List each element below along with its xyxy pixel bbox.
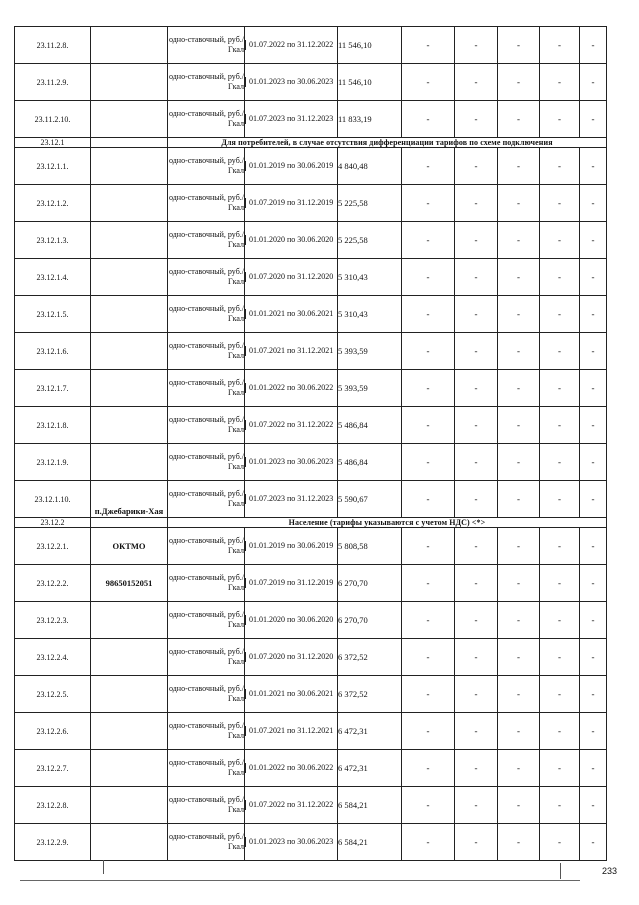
dash-cell: - — [455, 713, 498, 750]
section-row — [15, 518, 607, 528]
tariff-unit: одно-ставочный, руб./Гкал — [168, 407, 245, 444]
dash-cell: - — [580, 528, 607, 565]
dash-cell: - — [498, 602, 540, 639]
territory-cell — [91, 222, 168, 259]
dash-cell: - — [498, 407, 540, 444]
tariff-value: 5 486,84 — [338, 444, 402, 481]
territory-cell — [91, 296, 168, 333]
row-code: 23.12.1.8. — [15, 407, 91, 444]
tariff-unit: одно-ставочный, руб./Гкал — [168, 750, 245, 787]
dash-cell: - — [455, 259, 498, 296]
period-range: 01.07.2020 по 31.12.2020 — [245, 652, 337, 662]
dash-cell: - — [498, 64, 540, 101]
dash-cell: - — [540, 296, 580, 333]
territory-cell — [91, 602, 168, 639]
period-cell — [245, 639, 338, 676]
tariff-value: 6 472,31 — [338, 713, 402, 750]
dash-cell: - — [580, 148, 607, 185]
dash-cell: - — [402, 296, 455, 333]
tariff-value: 5 590,67 — [338, 481, 402, 518]
period-range: 01.01.2021 по 30.06.2021 — [245, 309, 337, 319]
territory-cell — [91, 787, 168, 824]
dash-cell: - — [455, 639, 498, 676]
dash-cell: - — [402, 750, 455, 787]
dash-cell: - — [455, 602, 498, 639]
table-row — [15, 824, 607, 861]
dash-cell: - — [540, 64, 580, 101]
row-code: 23.12.1.4. — [15, 259, 91, 296]
period-cell — [245, 407, 338, 444]
scan-line — [20, 880, 580, 881]
dash-cell: - — [540, 639, 580, 676]
dash-cell: - — [498, 222, 540, 259]
period-cell — [245, 370, 338, 407]
dash-cell: - — [402, 101, 455, 138]
tariff-table — [14, 26, 607, 861]
dash-cell: - — [580, 676, 607, 713]
dash-cell: - — [540, 787, 580, 824]
table-row — [15, 259, 607, 296]
tariff-unit: одно-ставочный, руб./Гкал — [168, 333, 245, 370]
tariff-unit: одно-ставочный, руб./Гкал — [168, 481, 245, 518]
dash-cell: - — [455, 824, 498, 861]
period-range: 01.01.2020 по 30.06.2020 — [245, 235, 337, 245]
tariff-unit: одно-ставочный, руб./Гкал — [168, 787, 245, 824]
dash-cell: - — [455, 296, 498, 333]
row-code: 23.12.1.9. — [15, 444, 91, 481]
territory-cell — [91, 824, 168, 861]
period-range: 01.07.2022 по 31.12.2022 — [245, 800, 337, 810]
tariff-unit: одно-ставочный, руб./Гкал — [168, 528, 245, 565]
row-code: 23.12.1.3. — [15, 222, 91, 259]
dash-cell: - — [580, 259, 607, 296]
tariff-value: 5 225,58 — [338, 185, 402, 222]
dash-cell: - — [455, 27, 498, 64]
dash-cell: - — [580, 713, 607, 750]
dash-cell: - — [540, 750, 580, 787]
period-range: 01.01.2021 по 30.06.2021 — [245, 689, 337, 699]
dash-cell: - — [540, 148, 580, 185]
dash-cell: - — [402, 565, 455, 602]
dash-cell: - — [498, 185, 540, 222]
territory-cell — [91, 27, 168, 64]
period-range: 01.07.2021 по 31.12.2021 — [245, 346, 337, 356]
dash-cell: - — [402, 333, 455, 370]
territory-cell — [91, 259, 168, 296]
dash-cell: - — [402, 676, 455, 713]
period-cell — [245, 713, 338, 750]
scan-mark — [103, 860, 104, 874]
tariff-value: 5 310,43 — [338, 259, 402, 296]
tariff-unit: одно-ставочный, руб./Гкал — [168, 185, 245, 222]
section-title: Население (тарифы указываются с учетом НДС) <*> — [168, 518, 607, 528]
dash-cell: - — [540, 101, 580, 138]
table-row — [15, 528, 607, 565]
dash-cell: - — [540, 824, 580, 861]
dash-cell: - — [580, 481, 607, 518]
tariff-unit: одно-ставочный, руб./Гкал — [168, 64, 245, 101]
table-row — [15, 565, 607, 602]
dash-cell: - — [455, 787, 498, 824]
dash-cell: - — [455, 185, 498, 222]
period-cell — [245, 333, 338, 370]
dash-cell: - — [580, 565, 607, 602]
dash-cell: - — [402, 602, 455, 639]
dash-cell: - — [498, 148, 540, 185]
dash-cell: - — [402, 148, 455, 185]
tariff-unit: одно-ставочный, руб./Гкал — [168, 444, 245, 481]
dash-cell: - — [455, 528, 498, 565]
table-row — [15, 333, 607, 370]
tariff-unit: одно-ставочный, руб./Гкал — [168, 259, 245, 296]
dash-cell: - — [402, 444, 455, 481]
row-code: 23.12.2.7. — [15, 750, 91, 787]
tariff-unit: одно-ставочный, руб./Гкал — [168, 602, 245, 639]
period-range: 01.07.2019 по 31.12.2019 — [245, 578, 337, 588]
territory-cell — [91, 370, 168, 407]
period-range: 01.07.2019 по 31.12.2019 — [245, 198, 337, 208]
dash-cell: - — [580, 185, 607, 222]
dash-cell: - — [540, 565, 580, 602]
dash-cell: - — [540, 407, 580, 444]
dash-cell: - — [540, 713, 580, 750]
dash-cell: - — [540, 528, 580, 565]
dash-cell: - — [498, 444, 540, 481]
tariff-unit: одно-ставочный, руб./Гкал — [168, 27, 245, 64]
period-cell — [245, 259, 338, 296]
tariff-unit: одно-ставочный, руб./Гкал — [168, 565, 245, 602]
period-range: 01.07.2022 по 31.12.2022 — [245, 40, 337, 50]
table-row — [15, 713, 607, 750]
row-code: 23.12.2.5. — [15, 676, 91, 713]
territory-cell — [91, 639, 168, 676]
tariff-value: 6 584,21 — [338, 787, 402, 824]
tariff-unit: одно-ставочный, руб./Гкал — [168, 101, 245, 138]
section-row — [15, 138, 607, 148]
dash-cell: - — [498, 27, 540, 64]
territory-cell — [91, 148, 168, 185]
dash-cell: - — [455, 370, 498, 407]
period-cell — [245, 824, 338, 861]
dash-cell: - — [540, 222, 580, 259]
territory-cell — [91, 407, 168, 444]
period-range: 01.01.2023 по 30.06.2023 — [245, 837, 337, 847]
tariff-unit: одно-ставочный, руб./Гкал — [168, 639, 245, 676]
row-code: 23.12.1.1. — [15, 148, 91, 185]
dash-cell: - — [498, 333, 540, 370]
tariff-unit: одно-ставочный, руб./Гкал — [168, 222, 245, 259]
table-row — [15, 444, 607, 481]
tariff-unit: одно-ставочный, руб./Гкал — [168, 713, 245, 750]
dash-cell: - — [455, 148, 498, 185]
dash-cell: - — [455, 676, 498, 713]
table-row — [15, 787, 607, 824]
period-range: 01.07.2021 по 31.12.2021 — [245, 726, 337, 736]
dash-cell: - — [455, 222, 498, 259]
row-code: 23.12.1.2. — [15, 185, 91, 222]
dash-cell: - — [402, 639, 455, 676]
dash-cell: - — [498, 713, 540, 750]
dash-cell: - — [402, 222, 455, 259]
table-row — [15, 222, 607, 259]
dash-cell: - — [498, 787, 540, 824]
oktmo-code: 98650152051 — [105, 578, 153, 588]
tariff-value: 6 270,70 — [338, 602, 402, 639]
dash-cell: - — [580, 407, 607, 444]
dash-cell: - — [402, 259, 455, 296]
dash-cell: - — [455, 481, 498, 518]
table-row — [15, 639, 607, 676]
tariff-value: 6 372,52 — [338, 639, 402, 676]
period-cell — [245, 185, 338, 222]
dash-cell: - — [540, 185, 580, 222]
oktmo-label: ОКТМО — [112, 541, 146, 551]
period-cell — [245, 528, 338, 565]
dash-cell: - — [498, 676, 540, 713]
section-title: Для потребителей, в случае отсутствия дифференциации тарифов по схеме подключения — [168, 138, 607, 148]
dash-cell: - — [402, 824, 455, 861]
tariff-table-page — [14, 26, 607, 861]
tariff-value: 5 310,43 — [338, 296, 402, 333]
tariff-value: 5 225,58 — [338, 222, 402, 259]
dash-cell: - — [455, 407, 498, 444]
tariff-value: 5 393,59 — [338, 333, 402, 370]
territory-cell — [91, 444, 168, 481]
dash-cell: - — [540, 676, 580, 713]
period-range: 01.07.2022 по 31.12.2022 — [245, 420, 337, 430]
row-code: 23.12.2.3. — [15, 602, 91, 639]
dash-cell: - — [580, 64, 607, 101]
tariff-unit: одно-ставочный, руб./Гкал — [168, 296, 245, 333]
period-cell — [245, 481, 338, 518]
territory-cell — [91, 64, 168, 101]
dash-cell: - — [540, 444, 580, 481]
dash-cell: - — [498, 565, 540, 602]
table-row — [15, 185, 607, 222]
row-code: 23.12.2.6. — [15, 713, 91, 750]
dash-cell: - — [580, 602, 607, 639]
period-cell — [245, 444, 338, 481]
dash-cell: - — [402, 64, 455, 101]
row-code: 23.11.2.8. — [15, 27, 91, 64]
dash-cell: - — [540, 259, 580, 296]
dash-cell: - — [402, 481, 455, 518]
tariff-value: 4 840,48 — [338, 148, 402, 185]
tariff-value: 6 472,31 — [338, 750, 402, 787]
tariff-value: 6 270,70 — [338, 565, 402, 602]
tariff-value: 6 372,52 — [338, 676, 402, 713]
dash-cell: - — [580, 27, 607, 64]
dash-cell: - — [498, 296, 540, 333]
territory-cell — [91, 518, 168, 528]
dash-cell: - — [498, 370, 540, 407]
tariff-unit: одно-ставочный, руб./Гкал — [168, 370, 245, 407]
dash-cell: - — [455, 444, 498, 481]
tariff-value: 5 486,84 — [338, 407, 402, 444]
tariff-unit: одно-ставочный, руб./Гкал — [168, 824, 245, 861]
dash-cell: - — [455, 565, 498, 602]
period-cell — [245, 565, 338, 602]
section-code: 23.12.2 — [15, 518, 91, 528]
dash-cell: - — [455, 333, 498, 370]
dash-cell: - — [402, 713, 455, 750]
period-range: 01.01.2019 по 30.06.2019 — [245, 541, 337, 551]
row-code: 23.12.1.7. — [15, 370, 91, 407]
period-range: 01.01.2023 по 30.06.2023 — [245, 457, 337, 467]
period-range: 01.07.2020 по 31.12.2020 — [245, 272, 337, 282]
territory-cell — [91, 565, 168, 602]
territory-cell — [91, 528, 168, 565]
period-cell — [245, 296, 338, 333]
territory-cell — [91, 333, 168, 370]
dash-cell: - — [455, 101, 498, 138]
scan-mark — [560, 863, 561, 879]
period-range: 01.01.2020 по 30.06.2020 — [245, 615, 337, 625]
dash-cell: - — [580, 222, 607, 259]
dash-cell: - — [540, 602, 580, 639]
table-row — [15, 101, 607, 138]
period-range: 01.01.2023 по 30.06.2023 — [245, 77, 337, 87]
row-code: 23.12.2.8. — [15, 787, 91, 824]
dash-cell: - — [498, 259, 540, 296]
row-code: 23.11.2.10. — [15, 101, 91, 138]
table-row — [15, 750, 607, 787]
tariff-value: 11 546,10 — [338, 64, 402, 101]
dash-cell: - — [580, 639, 607, 676]
period-cell — [245, 148, 338, 185]
table-row — [15, 296, 607, 333]
period-cell — [245, 64, 338, 101]
period-cell — [245, 787, 338, 824]
table-row — [15, 148, 607, 185]
period-cell — [245, 27, 338, 64]
territory-cell — [91, 713, 168, 750]
dash-cell: - — [580, 824, 607, 861]
tariff-value: 11 833,19 — [338, 101, 402, 138]
territory-cell — [91, 676, 168, 713]
dash-cell: - — [580, 444, 607, 481]
page-number: 233 — [602, 866, 618, 876]
period-range: 01.01.2022 по 30.06.2022 — [245, 383, 337, 393]
table-row — [15, 27, 607, 64]
period-cell — [245, 750, 338, 787]
dash-cell: - — [540, 333, 580, 370]
dash-cell: - — [540, 27, 580, 64]
dash-cell: - — [580, 787, 607, 824]
territory-cell — [91, 185, 168, 222]
dash-cell: - — [455, 64, 498, 101]
territory-cell — [91, 138, 168, 148]
period-range: 01.01.2022 по 30.06.2022 — [245, 763, 337, 773]
period-cell — [245, 602, 338, 639]
dash-cell: - — [402, 407, 455, 444]
period-range: 01.01.2019 по 30.06.2019 — [245, 161, 337, 171]
dash-cell: - — [455, 750, 498, 787]
dash-cell: - — [498, 639, 540, 676]
row-code: 23.12.2.9. — [15, 824, 91, 861]
dash-cell: - — [498, 824, 540, 861]
table-row — [15, 602, 607, 639]
table-row — [15, 676, 607, 713]
dash-cell: - — [580, 333, 607, 370]
tariff-value: 6 584,21 — [338, 824, 402, 861]
row-code: 23.12.1.6. — [15, 333, 91, 370]
territory-cell — [91, 101, 168, 138]
tariff-unit: одно-ставочный, руб./Гкал — [168, 148, 245, 185]
period-cell — [245, 222, 338, 259]
territory-cell — [91, 481, 168, 518]
row-code: 23.11.2.9. — [15, 64, 91, 101]
section-code: 23.12.1 — [15, 138, 91, 148]
territory-name: п.Джебарики-Хая — [94, 506, 164, 516]
dash-cell: - — [540, 370, 580, 407]
dash-cell: - — [540, 481, 580, 518]
territory-cell — [91, 750, 168, 787]
period-range: 01.07.2023 по 31.12.2023 — [245, 494, 337, 504]
dash-cell: - — [498, 750, 540, 787]
tariff-value: 5 808,58 — [338, 528, 402, 565]
tariff-unit: одно-ставочный, руб./Гкал — [168, 676, 245, 713]
tariff-value: 11 546,10 — [338, 27, 402, 64]
dash-cell: - — [580, 296, 607, 333]
table-row — [15, 370, 607, 407]
dash-cell: - — [402, 27, 455, 64]
table-row — [15, 64, 607, 101]
row-code: 23.12.1.5. — [15, 296, 91, 333]
dash-cell: - — [498, 101, 540, 138]
row-code: 23.12.2.1. — [15, 528, 91, 565]
period-cell — [245, 101, 338, 138]
dash-cell: - — [580, 750, 607, 787]
dash-cell: - — [498, 528, 540, 565]
period-range: 01.07.2023 по 31.12.2023 — [245, 114, 337, 124]
dash-cell: - — [402, 528, 455, 565]
dash-cell: - — [402, 185, 455, 222]
row-code: 23.12.2.4. — [15, 639, 91, 676]
dash-cell: - — [402, 370, 455, 407]
table-row — [15, 407, 607, 444]
tariff-value: 5 393,59 — [338, 370, 402, 407]
dash-cell: - — [580, 101, 607, 138]
dash-cell: - — [580, 370, 607, 407]
table-row — [15, 481, 607, 518]
dash-cell: - — [498, 481, 540, 518]
dash-cell: - — [402, 787, 455, 824]
period-cell — [245, 676, 338, 713]
row-code: 23.12.2.2. — [15, 565, 91, 602]
row-code: 23.12.1.10. — [15, 481, 91, 518]
